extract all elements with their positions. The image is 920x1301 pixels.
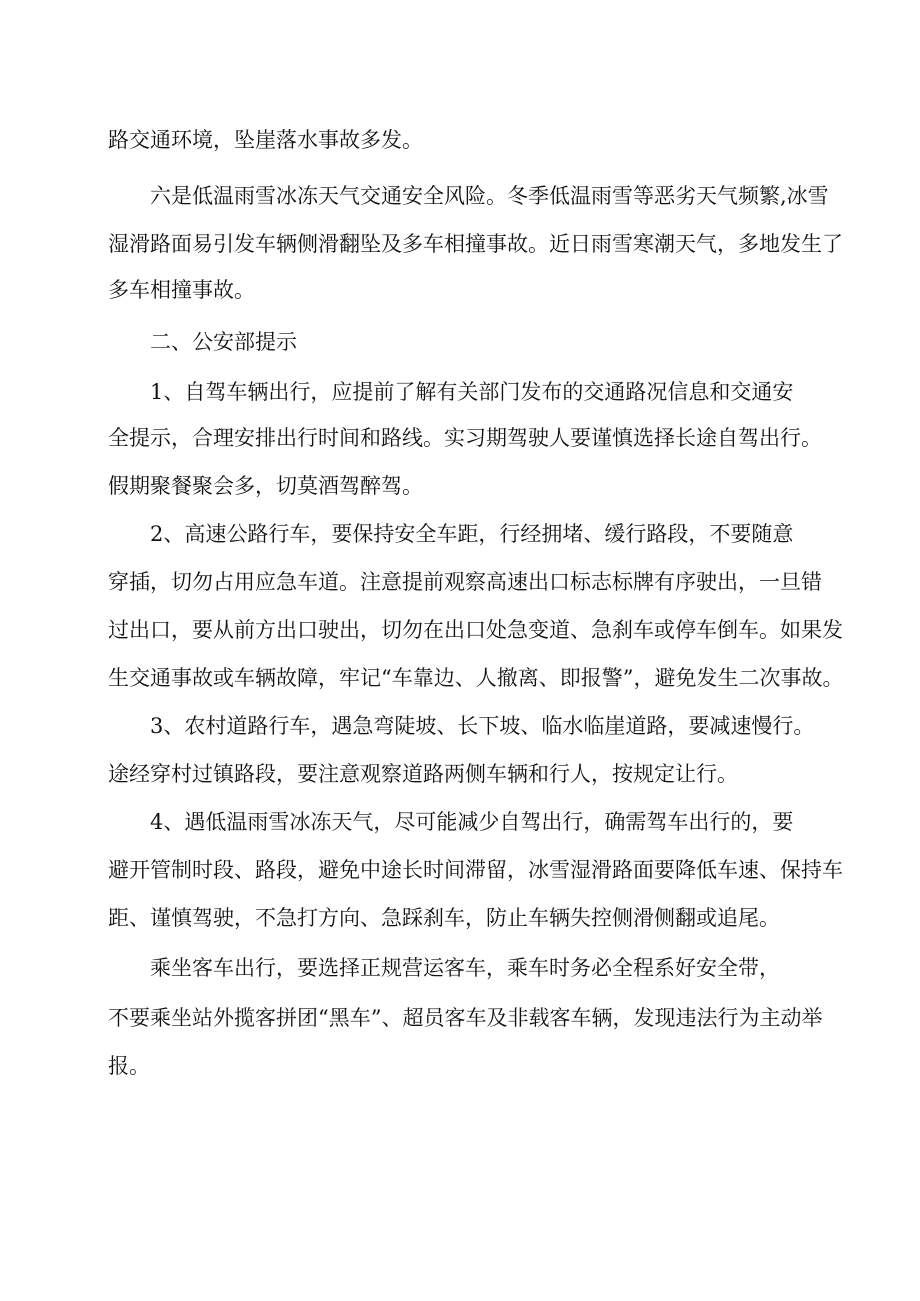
section-heading: 二、公安部提示 (150, 330, 297, 354)
text-line: 全提示，合理安排出行时间和路线。实习期驾驶人要谨慎选择长途自驾出行。 (108, 426, 822, 450)
paragraph-line: 1、自驾车辆出行，应提前了解有关部门发布的交通路况信息和交通安 (150, 380, 794, 404)
text-line: 湿滑路面易引发车辆侧滑翻坠及多车相撞事故。近日雨雪寒潮天气，多地发生了 (108, 232, 843, 256)
text-line: 假期聚餐聚会多，切莫酒驾醉驾。 (108, 474, 423, 498)
text-line: 过出口，要从前方出口驶出，切勿在出口处急变道、急刹车或停车倒车。如果发 (108, 618, 843, 642)
text-line: 避开管制时段、路段，避免中途长时间滞留，冰雪湿滑路面要降低车速、保持车 (108, 858, 843, 882)
text-line: 路交通环境，坠崖落水事故多发。 (108, 128, 423, 152)
text-line: 报。 (108, 1054, 150, 1078)
paragraph-line: 2、高速公路行车，要保持安全车距，行经拥堵、缓行路段，不要随意 (150, 522, 794, 546)
text-line: 生交通事故或车辆故障，牢记“车靠边、人撤离、即报警”，避免发生二次事故。 (108, 666, 844, 690)
text-line: 不要乘坐站外揽客拼团“黑车”、超员客车及非载客车辆，发现违法行为主动举 (108, 1006, 823, 1030)
text-line: 穿插，切勿占用应急车道。注意提前观察高速出口标志标牌有序驶出，一旦错 (108, 570, 822, 594)
paragraph-line: 4、遇低温雨雪冰冻天气，尽可能减少自驾出行，确需驾车出行的，要 (150, 810, 794, 834)
paragraph-line: 乘坐客车出行，要选择正规营运客车，乘车时务必全程系好安全带， (150, 956, 780, 980)
paragraph-line: 六是低温雨雪冰冻天气交通安全风险。冬季低温雨雪等恶劣天气频繁,冰雪 (150, 184, 829, 208)
text-line: 途经穿村过镇路段，要注意观察道路两侧车辆和行人，按规定让行。 (108, 762, 738, 786)
text-line: 距、谨慎驾驶，不急打方向、急踩刹车，防止车辆失控侧滑侧翻或追尾。 (108, 906, 780, 930)
paragraph-line: 3、农村道路行车，遇急弯陡坡、长下坡、临水临崖道路，要减速慢行。 (150, 714, 815, 738)
text-line: 多车相撞事故。 (108, 278, 255, 302)
